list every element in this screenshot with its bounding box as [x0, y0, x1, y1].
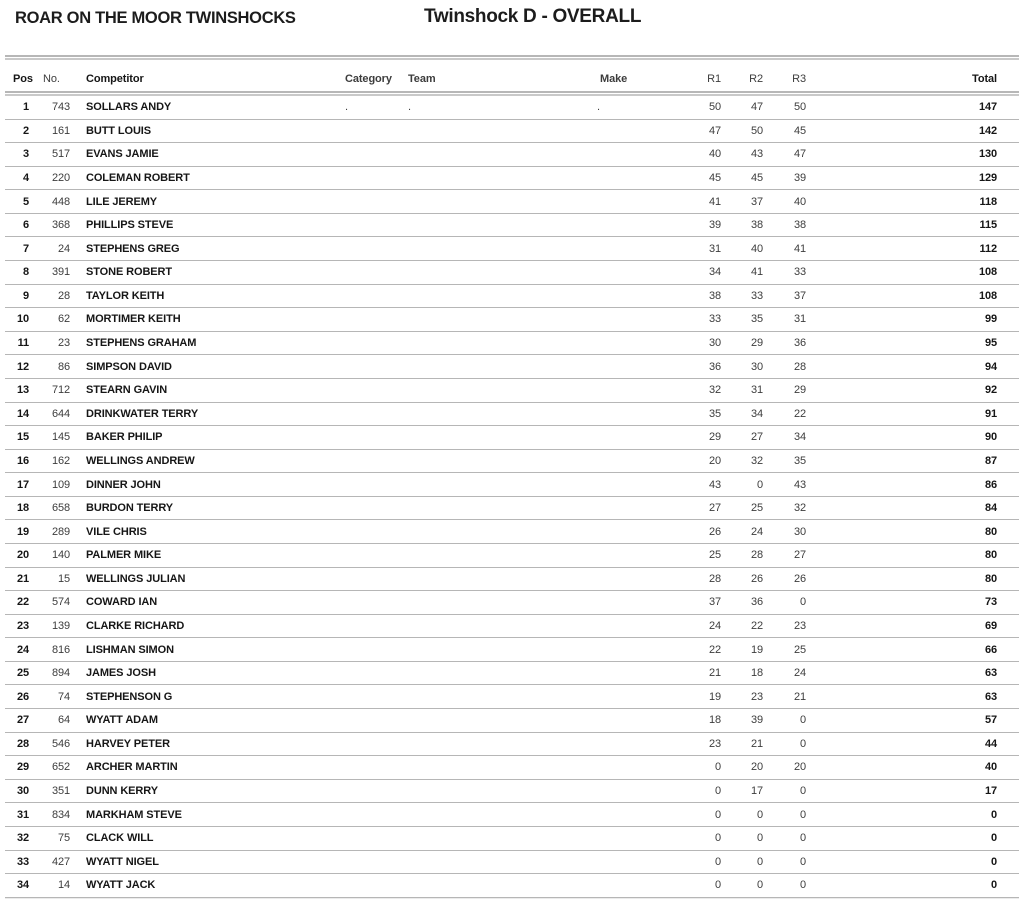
- number-cell: 743: [51, 101, 70, 114]
- competitor-cell: MARKHAM STEVE: [86, 808, 182, 821]
- r1-cell: 34: [708, 266, 721, 279]
- r2-cell: 38: [750, 219, 763, 232]
- r3-cell: 0: [799, 855, 806, 868]
- r2-cell: 0: [756, 478, 763, 491]
- r2-cell: 23: [750, 690, 763, 703]
- competitor-cell: SOLLARS ANDY: [86, 101, 172, 114]
- competitor-cell: EVANS JAMIE: [86, 148, 159, 161]
- table-row: [5, 851, 1019, 875]
- number-cell: 546: [51, 737, 70, 750]
- total-cell: 80: [984, 525, 997, 538]
- total-cell: 44: [984, 737, 997, 750]
- pos-cell: 20: [16, 549, 29, 562]
- r3-cell: 29: [793, 384, 806, 397]
- table-row: [5, 214, 1019, 238]
- r3-cell: 32: [793, 502, 806, 515]
- number-cell: 75: [57, 832, 70, 845]
- total-cell: 0: [990, 855, 997, 868]
- total-cell: 115: [979, 219, 997, 232]
- r3-cell: 24: [793, 667, 806, 680]
- competitor-cell: WELLINGS ANDREW: [86, 454, 195, 467]
- r1-cell: 26: [708, 525, 721, 538]
- pos-cell: 29: [16, 761, 29, 774]
- number-cell: 162: [51, 454, 70, 467]
- r1-cell: 0: [714, 761, 721, 774]
- table-row: [5, 403, 1019, 427]
- column-header-pos: Pos: [13, 72, 33, 85]
- table-row: [5, 662, 1019, 686]
- r3-cell: 0: [799, 737, 806, 750]
- results-table: [5, 55, 1019, 898]
- r2-cell: 36: [750, 596, 763, 609]
- pos-cell: 3: [22, 148, 29, 161]
- r1-cell: 0: [714, 832, 721, 845]
- number-cell: 74: [57, 690, 70, 703]
- r2-cell: 17: [750, 785, 763, 798]
- r2-cell: 39: [750, 714, 763, 727]
- r1-cell: 50: [708, 101, 721, 114]
- total-cell: 63: [984, 690, 997, 703]
- number-cell: 14: [57, 879, 70, 892]
- r1-cell: 30: [708, 337, 721, 350]
- r1-cell: 41: [708, 195, 721, 208]
- team-cell: .: [408, 101, 411, 114]
- column-header-team: Team: [408, 72, 436, 85]
- number-cell: 15: [57, 572, 70, 585]
- r3-cell: 43: [793, 478, 806, 491]
- competitor-cell: WYATT ADAM: [86, 714, 158, 727]
- pos-cell: 1: [22, 101, 29, 114]
- r2-cell: 45: [750, 172, 763, 185]
- competitor-cell: LILE JEREMY: [86, 195, 158, 208]
- number-cell: 140: [51, 549, 70, 562]
- total-cell: 57: [984, 714, 997, 727]
- competitor-cell: ARCHER MARTIN: [86, 761, 178, 774]
- r2-cell: 21: [750, 737, 763, 750]
- table-row: [5, 615, 1019, 639]
- table-row: [5, 756, 1019, 780]
- r2-cell: 31: [750, 384, 763, 397]
- r3-cell: 26: [793, 572, 806, 585]
- r3-cell: 37: [793, 289, 806, 302]
- r1-cell: 35: [708, 407, 721, 420]
- table-row: [5, 874, 1019, 898]
- number-cell: 574: [51, 596, 70, 609]
- r3-cell: 20: [793, 761, 806, 774]
- total-cell: 84: [984, 502, 997, 515]
- r1-cell: 33: [708, 313, 721, 326]
- table-row: [5, 827, 1019, 851]
- table-row: [5, 638, 1019, 662]
- number-cell: 712: [51, 384, 70, 397]
- r1-cell: 43: [708, 478, 721, 491]
- pos-cell: 11: [17, 337, 29, 350]
- r3-cell: 0: [799, 808, 806, 821]
- total-cell: 0: [990, 832, 997, 845]
- table-row: [5, 167, 1019, 191]
- column-header-total: Total: [972, 72, 997, 85]
- r1-cell: 40: [708, 148, 721, 161]
- pos-cell: 31: [16, 808, 29, 821]
- category-cell: .: [345, 101, 348, 114]
- competitor-cell: CLACK WILL: [86, 832, 154, 845]
- r2-cell: 29: [750, 337, 763, 350]
- r3-cell: 47: [793, 148, 806, 161]
- competitor-cell: CLARKE RICHARD: [86, 620, 185, 632]
- total-cell: 118: [979, 195, 997, 208]
- page-title: ROAR ON THE MOOR TWINSHOCKS: [15, 9, 296, 27]
- r1-cell: 0: [714, 879, 721, 892]
- competitor-cell: WELLINGS JULIAN: [86, 572, 186, 585]
- r2-cell: 18: [750, 667, 763, 680]
- r1-cell: 45: [708, 172, 721, 185]
- table-body: [5, 96, 1019, 898]
- page-subtitle: Twinshock D - OVERALL: [424, 6, 642, 27]
- number-cell: 658: [51, 502, 70, 515]
- total-cell: 94: [984, 360, 997, 373]
- total-cell: 91: [984, 407, 997, 420]
- competitor-cell: LISHMAN SIMON: [86, 643, 174, 656]
- pos-cell: 4: [22, 172, 29, 185]
- pos-cell: 18: [16, 502, 29, 515]
- r3-cell: 0: [799, 785, 806, 798]
- number-cell: 23: [57, 337, 70, 350]
- competitor-cell: STONE ROBERT: [86, 266, 172, 279]
- pos-cell: 9: [22, 289, 29, 302]
- number-cell: 62: [57, 313, 70, 326]
- competitor-cell: PHILLIPS STEVE: [86, 219, 174, 232]
- total-cell: 142: [978, 124, 997, 137]
- pos-cell: 26: [16, 690, 29, 703]
- pos-cell: 10: [16, 313, 29, 326]
- total-cell: 129: [978, 172, 997, 185]
- pos-cell: 15: [16, 431, 29, 444]
- competitor-cell: WYATT JACK: [86, 879, 156, 892]
- table-row: [5, 780, 1019, 804]
- pos-cell: 12: [16, 360, 29, 373]
- r2-cell: 25: [750, 502, 763, 515]
- table-row: [5, 685, 1019, 709]
- competitor-cell: BURDON TERRY: [86, 502, 174, 515]
- table-row: [5, 379, 1019, 403]
- r1-cell: 28: [708, 572, 721, 585]
- competitor-cell: SIMPSON DAVID: [86, 360, 172, 373]
- total-cell: 0: [990, 808, 997, 821]
- number-cell: 834: [51, 808, 70, 821]
- column-header-category: Category: [345, 72, 392, 85]
- number-cell: 220: [51, 172, 70, 185]
- total-cell: 112: [979, 242, 997, 255]
- competitor-cell: STEPHENSON G: [86, 690, 173, 703]
- r3-cell: 21: [793, 690, 806, 703]
- pos-cell: 25: [16, 667, 29, 680]
- competitor-cell: PALMER MIKE: [86, 549, 162, 562]
- r2-cell: 0: [756, 855, 763, 868]
- competitor-cell: JAMES JOSH: [86, 667, 156, 680]
- pos-cell: 34: [16, 879, 29, 892]
- r3-cell: 28: [793, 360, 806, 373]
- total-cell: 40: [984, 761, 997, 774]
- number-cell: 368: [51, 219, 70, 232]
- r3-cell: 39: [793, 172, 806, 185]
- pos-cell: 22: [16, 596, 29, 609]
- number-cell: 427: [51, 855, 70, 868]
- r1-cell: 18: [708, 714, 721, 727]
- number-cell: 28: [57, 289, 70, 302]
- r3-cell: 0: [799, 714, 806, 727]
- r1-cell: 0: [714, 855, 721, 868]
- r2-cell: 43: [750, 148, 763, 161]
- r2-cell: 28: [750, 549, 763, 562]
- number-cell: 64: [57, 714, 70, 727]
- r2-cell: 35: [750, 313, 763, 326]
- r1-cell: 32: [708, 384, 721, 397]
- table-row: [5, 332, 1019, 356]
- r2-cell: 32: [750, 454, 763, 467]
- number-cell: 391: [51, 266, 70, 279]
- pos-cell: 6: [22, 219, 29, 232]
- table-row: [5, 96, 1019, 120]
- table-row: [5, 237, 1019, 261]
- r1-cell: 0: [714, 808, 721, 821]
- competitor-cell: HARVEY PETER: [86, 737, 170, 750]
- r2-cell: 0: [756, 879, 763, 892]
- r2-cell: 37: [750, 195, 763, 208]
- total-cell: 130: [978, 148, 997, 161]
- column-header-r1: R1: [707, 72, 721, 85]
- r3-cell: 0: [799, 832, 806, 845]
- r2-cell: 0: [756, 832, 763, 845]
- table-row: [5, 143, 1019, 167]
- r3-cell: 41: [793, 242, 806, 255]
- r1-cell: 36: [708, 360, 721, 373]
- pos-cell: 5: [22, 195, 29, 208]
- r1-cell: 21: [708, 667, 721, 680]
- table-row: [5, 733, 1019, 757]
- r3-cell: 25: [793, 643, 806, 656]
- total-cell: 95: [984, 337, 997, 350]
- table-row: [5, 426, 1019, 450]
- table-row: [5, 497, 1019, 521]
- total-cell: 108: [978, 289, 997, 302]
- number-cell: 644: [51, 407, 70, 420]
- table-row: [5, 285, 1019, 309]
- competitor-cell: STEPHENS GRAHAM: [86, 337, 197, 350]
- r2-cell: 47: [750, 101, 763, 114]
- table-row: [5, 473, 1019, 497]
- r1-cell: 23: [708, 737, 721, 750]
- table-row: [5, 355, 1019, 379]
- r1-cell: 39: [708, 219, 721, 232]
- r1-cell: 22: [708, 643, 721, 656]
- table-row: [5, 803, 1019, 827]
- competitor-cell: VILE CHRIS: [86, 525, 147, 538]
- number-cell: 145: [51, 431, 70, 444]
- r3-cell: 27: [793, 549, 806, 562]
- table-row: [5, 450, 1019, 474]
- r2-cell: 30: [750, 360, 763, 373]
- table-row: [5, 190, 1019, 214]
- total-cell: 73: [984, 596, 997, 609]
- r3-cell: 31: [793, 313, 806, 326]
- pos-cell: 28: [16, 737, 29, 750]
- pos-cell: 24: [16, 643, 29, 656]
- r3-cell: 22: [793, 407, 806, 420]
- r3-cell: 34: [793, 431, 806, 444]
- total-cell: 17: [984, 785, 997, 798]
- competitor-cell: BUTT LOUIS: [86, 124, 151, 137]
- number-cell: 894: [51, 667, 70, 680]
- competitor-cell: STEPHENS GREG: [86, 242, 180, 255]
- column-header-r3: R3: [792, 72, 806, 85]
- number-cell: 139: [51, 620, 70, 632]
- r3-cell: 23: [793, 620, 806, 632]
- competitor-cell: WYATT NIGEL: [86, 855, 159, 868]
- table-row: [5, 544, 1019, 568]
- r1-cell: 19: [708, 690, 721, 703]
- pos-cell: 33: [16, 855, 29, 868]
- r2-cell: 20: [750, 761, 763, 774]
- r1-cell: 25: [708, 549, 721, 562]
- number-cell: 816: [51, 643, 70, 656]
- total-cell: 80: [984, 572, 997, 585]
- r1-cell: 0: [714, 785, 721, 798]
- competitor-cell: COWARD IAN: [86, 596, 158, 609]
- r2-cell: 19: [750, 643, 763, 656]
- r2-cell: 34: [750, 407, 763, 420]
- r3-cell: 0: [799, 596, 806, 609]
- number-cell: 109: [51, 478, 70, 491]
- pos-cell: 14: [16, 407, 29, 420]
- pos-cell: 23: [16, 620, 29, 632]
- table-row: [5, 591, 1019, 615]
- competitor-cell: BAKER PHILIP: [86, 431, 163, 444]
- r1-cell: 38: [708, 289, 721, 302]
- total-cell: 0: [990, 879, 997, 892]
- total-cell: 108: [978, 266, 997, 279]
- column-header-competitor: Competitor: [86, 72, 144, 85]
- column-header-make: Make: [600, 72, 628, 85]
- r2-cell: 27: [750, 431, 763, 444]
- r2-cell: 33: [750, 289, 763, 302]
- competitor-cell: STEARN GAVIN: [86, 384, 168, 397]
- r1-cell: 27: [708, 502, 721, 515]
- pos-cell: 13: [16, 384, 29, 397]
- r1-cell: 20: [708, 454, 721, 467]
- pos-cell: 16: [16, 454, 29, 467]
- pos-cell: 30: [16, 785, 29, 798]
- pos-cell: 8: [22, 266, 29, 279]
- r3-cell: 38: [793, 219, 806, 232]
- r2-cell: 50: [750, 124, 763, 137]
- r3-cell: 36: [793, 337, 806, 350]
- number-cell: 24: [57, 242, 70, 255]
- pos-cell: 19: [16, 525, 29, 538]
- table-row: [5, 709, 1019, 733]
- pos-cell: 17: [16, 478, 29, 491]
- r1-cell: 37: [708, 596, 721, 609]
- competitor-cell: DINNER JOHN: [86, 478, 161, 491]
- r1-cell: 47: [708, 124, 721, 137]
- table-row: [5, 308, 1019, 332]
- competitor-cell: DUNN KERRY: [86, 785, 158, 798]
- r2-cell: 24: [750, 525, 763, 538]
- r3-cell: 33: [793, 266, 806, 279]
- pos-cell: 2: [22, 124, 29, 137]
- total-cell: 92: [984, 384, 997, 397]
- table-row: [5, 520, 1019, 544]
- r2-cell: 26: [750, 572, 763, 585]
- number-cell: 86: [57, 360, 70, 373]
- column-header-no: No.: [43, 72, 60, 85]
- r2-cell: 22: [750, 620, 763, 632]
- total-cell: 147: [978, 101, 997, 114]
- r2-cell: 0: [756, 808, 763, 821]
- pos-cell: 7: [22, 242, 29, 255]
- total-cell: 86: [984, 478, 997, 491]
- table-row: [5, 261, 1019, 285]
- r1-cell: 29: [708, 431, 721, 444]
- competitor-cell: TAYLOR KEITH: [86, 289, 165, 302]
- number-cell: 652: [51, 761, 70, 774]
- r3-cell: 35: [793, 454, 806, 467]
- make-cell: .: [597, 101, 600, 114]
- competitor-cell: DRINKWATER TERRY: [86, 407, 199, 420]
- pos-cell: 27: [16, 714, 29, 727]
- table-header-row: [5, 60, 1019, 91]
- number-cell: 351: [51, 785, 70, 798]
- r2-cell: 40: [750, 242, 763, 255]
- total-cell: 87: [984, 454, 997, 467]
- r1-cell: 31: [708, 242, 721, 255]
- r3-cell: 40: [793, 195, 806, 208]
- r3-cell: 30: [793, 525, 806, 538]
- total-cell: 69: [984, 620, 997, 632]
- total-cell: 90: [984, 431, 997, 444]
- total-cell: 63: [984, 667, 997, 680]
- competitor-cell: COLEMAN ROBERT: [86, 172, 190, 185]
- column-header-r2: R2: [749, 72, 763, 85]
- pos-cell: 32: [16, 832, 29, 845]
- r2-cell: 41: [750, 266, 763, 279]
- table-row: [5, 568, 1019, 592]
- total-cell: 66: [984, 643, 997, 656]
- number-cell: 161: [51, 124, 70, 137]
- total-cell: 99: [984, 313, 997, 326]
- r1-cell: 24: [708, 620, 721, 632]
- r3-cell: 0: [799, 879, 806, 892]
- number-cell: 517: [51, 148, 70, 161]
- table-row: [5, 120, 1019, 144]
- r3-cell: 50: [793, 101, 806, 114]
- number-cell: 289: [51, 525, 70, 538]
- r3-cell: 45: [793, 124, 806, 137]
- number-cell: 448: [51, 195, 70, 208]
- competitor-cell: MORTIMER KEITH: [86, 313, 181, 326]
- total-cell: 80: [984, 549, 997, 562]
- pos-cell: 21: [16, 572, 29, 585]
